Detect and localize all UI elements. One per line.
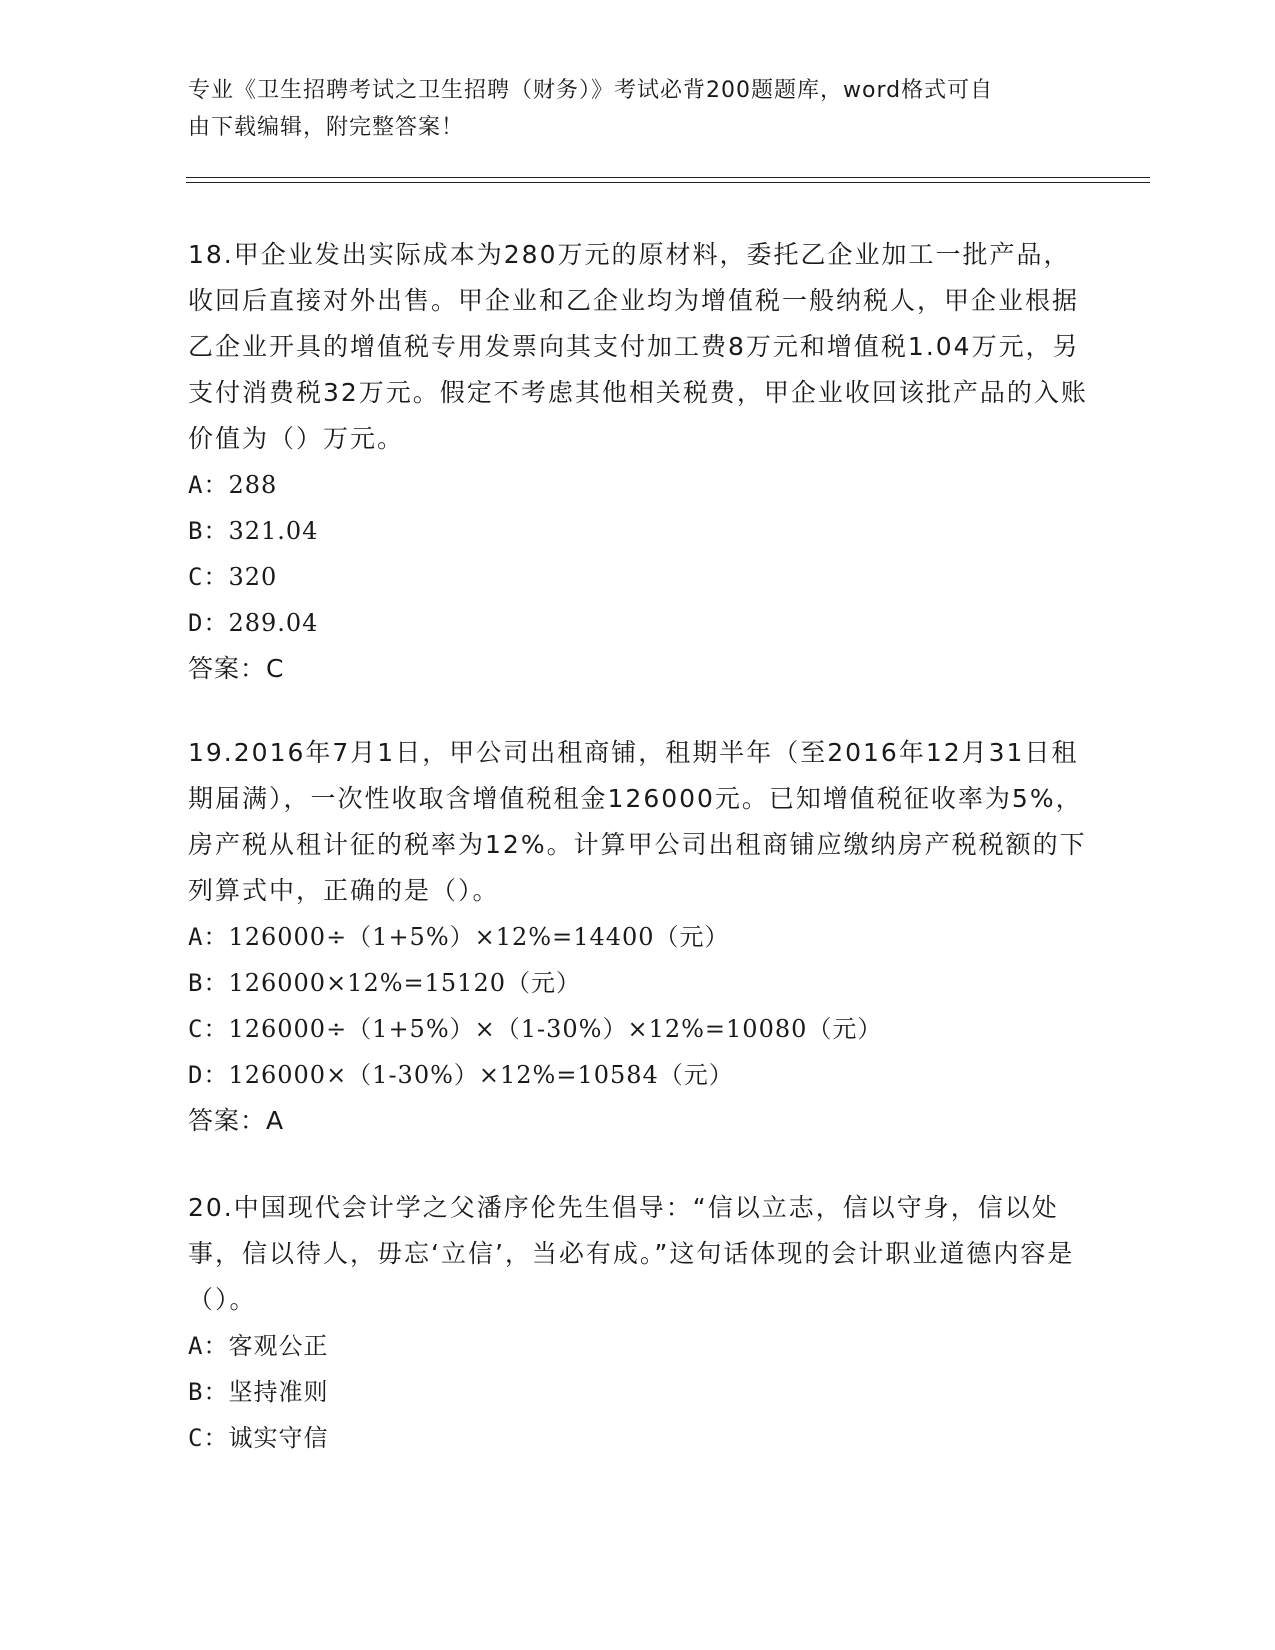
option-text: 客观公正: [228, 1332, 329, 1360]
header-divider-bottom: [186, 182, 1150, 183]
option-text: 320: [228, 563, 278, 591]
option-text: 321.04: [228, 517, 319, 545]
option-text: 126000×12%=15120（元）: [228, 969, 581, 997]
option-b: [188, 960, 1088, 1006]
option-key: A：: [188, 923, 229, 951]
option-a: [188, 914, 1088, 960]
option-b: [188, 1369, 1088, 1415]
option-d: [188, 600, 1088, 646]
option-text: 诚实守信: [228, 1424, 329, 1452]
option-d: [188, 1052, 1088, 1098]
question-18: [188, 232, 1088, 692]
question-stem: 20.中国现代会计学之父潘序伦先生倡导：“信以立志，信以守身，信以处事，信以待人，毋忘‘立信’，当必有成。”这句话体现的会计职业道德内容是（）。: [188, 1193, 1075, 1314]
option-text: 126000÷（1+5%）×（1-30%）×12%=10080（元）: [228, 1015, 883, 1043]
option-text: 288: [228, 471, 278, 499]
option-key: D：: [188, 609, 229, 637]
option-key: C：: [188, 1424, 229, 1452]
answer-line: 答案：C: [188, 654, 285, 683]
option-text: 坚持准则: [228, 1378, 329, 1406]
option-c: [188, 554, 1088, 600]
option-key: D：: [188, 1061, 229, 1089]
question-20: [188, 1185, 1088, 1461]
option-b: [188, 508, 1088, 554]
question-stem: 19.2016年7月1日，甲公司出租商铺，租期半年（至2016年12月31日租期届满），一次性收取含增值税租金126000元。已知增值税征收率为5%，房产税从租计征的税率为12%。计算甲公司出租商铺应缴纳房产税税额的下列算式中，正确的是（）。: [188, 738, 1087, 905]
option-text: 289.04: [228, 609, 319, 637]
question-19: [188, 730, 1088, 1144]
option-text: 126000×（1-30%）×12%=10584（元）: [228, 1061, 734, 1089]
option-list: [188, 914, 1088, 1098]
option-c: [188, 1415, 1088, 1461]
option-key: A：: [188, 1332, 229, 1360]
document-header: [188, 72, 1068, 146]
option-key: A：: [188, 471, 229, 499]
option-key: B：: [188, 517, 229, 545]
header-divider-top: [186, 177, 1150, 178]
option-list: [188, 462, 1088, 646]
option-text: 126000÷（1+5%）×12%=14400（元）: [228, 923, 730, 951]
header-line-1: 专业《卫生招聘考试之卫生招聘（财务）》考试必背200题题库，word格式可自: [188, 78, 994, 103]
header-line-2: 由下载编辑，附完整答案！: [188, 115, 465, 140]
option-key: B：: [188, 1378, 229, 1406]
option-a: [188, 1323, 1088, 1369]
option-key: C：: [188, 1015, 229, 1043]
option-c: [188, 1006, 1088, 1052]
option-list: [188, 1323, 1088, 1461]
answer-line: 答案：A: [188, 1106, 285, 1135]
option-a: [188, 462, 1088, 508]
option-key: B：: [188, 969, 229, 997]
question-stem: 18.甲企业发出实际成本为280万元的原材料，委托乙企业加工一批产品，收回后直接对外出售。甲企业和乙企业均为增值税一般纳税人，甲企业根据乙企业开具的增值税专用发票向其支付加工费8万元和增值税1.04万元，另支付消费税32万元。假定不考虑其他相关税费，甲企业收回该批产品的入账价值为（）万元。: [188, 240, 1088, 453]
option-key: C：: [188, 563, 229, 591]
